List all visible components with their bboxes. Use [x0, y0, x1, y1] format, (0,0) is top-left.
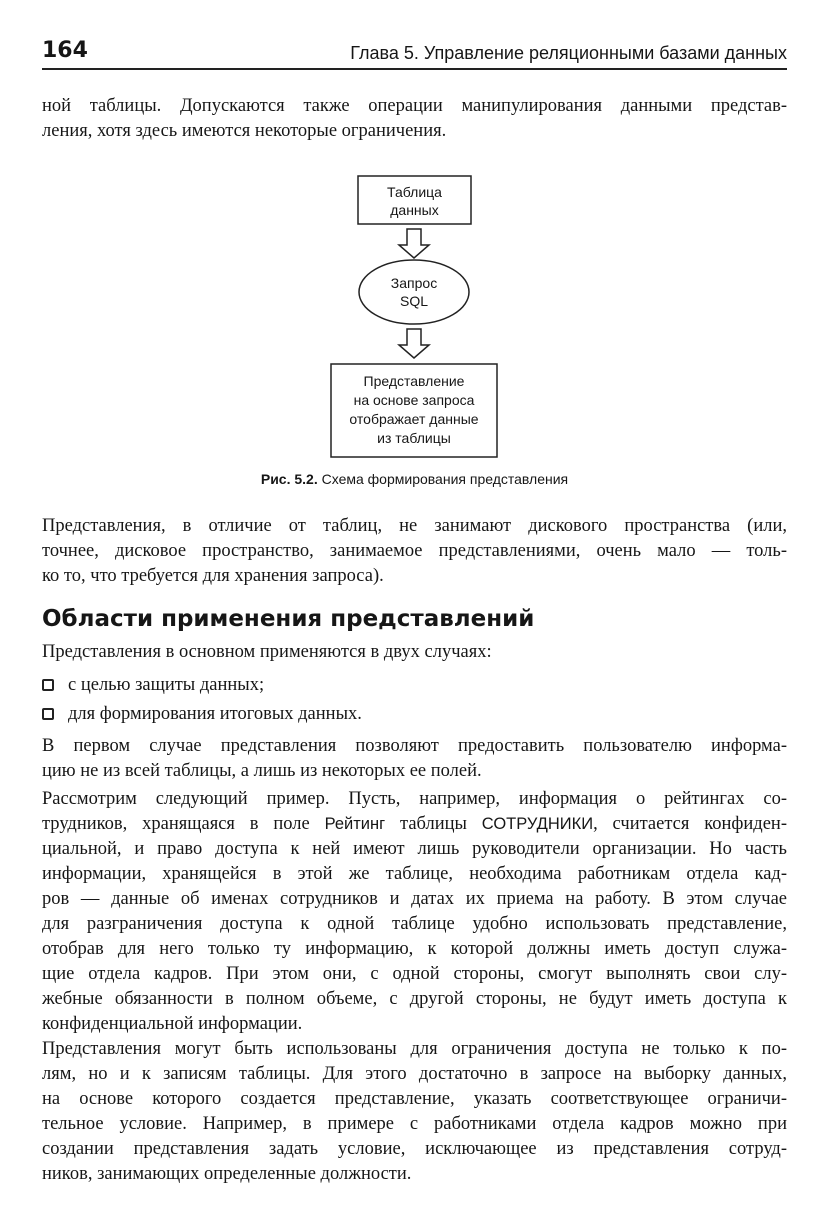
text-line: ко то, что требуется для хранения запроса).: [42, 566, 384, 586]
text-line: щие отдела кадров. При этом они, с одной стороны, смогут выполнять свои слу-: [42, 964, 787, 984]
down-arrow-icon: [399, 329, 429, 358]
text-line: Рассмотрим следующий пример. Пусть, например, информация о рейтингах со-: [42, 789, 787, 809]
text-line: точнее, дисковое пространство, занимаемое представлениями, очень мало — толь-: [42, 541, 787, 561]
sql-query-ellipse: [359, 260, 469, 324]
view-box-label: из таблицы: [377, 430, 451, 446]
text-line: на основе которого создается представление, указать соответствующее ограничи-: [42, 1089, 787, 1109]
paragraph-first-case: [42, 734, 787, 784]
text-line: В первом случае представления позволяют предоставить пользователю информа-: [42, 736, 787, 756]
view-box-label: отображает данные: [349, 411, 479, 427]
text-line: тельное условие. Например, в примере с работниками отдела кадров можно при: [42, 1114, 787, 1134]
table-box-label: Таблица: [387, 184, 442, 200]
text-line: ников, занимающих определенные должности.: [42, 1164, 412, 1184]
sql-query-label: SQL: [399, 293, 429, 309]
text-line: жебные обязанности в полном объеме, с другой стороны, не будут иметь доступа к: [42, 989, 787, 1009]
text-line: трудников, хранящаяся в поле Рейтинг таблицы СОТРУДНИКИ, считается конфиден-: [42, 814, 787, 834]
paragraph-disk-space: [42, 514, 787, 589]
sql-query-label: Запрос: [390, 275, 438, 291]
figure-label: Рис. 5.2.: [260, 471, 318, 487]
chapter-title: Глава 5. Управление реляционными базами данных: [350, 43, 787, 63]
section-heading: Области применения представлений: [42, 606, 535, 632]
view-box-label: на основе запроса: [353, 392, 475, 408]
list-item: [42, 673, 264, 698]
view-formation-diagram: [0, 0, 829, 470]
page-number: 164: [42, 38, 88, 63]
figure-caption-text: Схема формирования представления: [317, 471, 569, 487]
text-line: конфиденциальной информации.: [42, 1014, 303, 1034]
checkbox-bullet-icon: [42, 708, 54, 720]
section-intro: [42, 640, 787, 665]
down-arrow-icon: [399, 229, 429, 258]
checkbox-bullet-icon: [42, 679, 54, 691]
text-line: ров — данные об именах сотрудников и датах их приема на работу. В этом случае: [42, 889, 787, 909]
paragraph-example: [42, 787, 787, 1037]
view-box-label: Представление: [363, 373, 465, 389]
list-item-text: для формирования итоговых данных.: [68, 704, 362, 724]
list-item: [42, 702, 362, 727]
paragraph-record-access: [42, 1037, 787, 1187]
text-line: отобрав для него только ту информацию, к которой должны иметь доступ служа-: [42, 939, 787, 959]
text-line: лям, но и к записям таблицы. Для этого достаточно в запросе на выборку данных,: [42, 1064, 787, 1084]
figure-caption: [0, 470, 829, 488]
field-name: Рейтинг: [324, 815, 386, 833]
text-line: ной таблицы. Допускаются также операции манипулирования данными представ-: [42, 96, 787, 116]
text-line: информации, хранящейся в этой же таблице, необходима работникам отдела кад-: [42, 864, 787, 884]
table-name: СОТРУДНИКИ: [481, 815, 594, 833]
text-line: Представления могут быть использованы для ограничения доступа не только к по-: [42, 1039, 787, 1059]
text-line: создании представления задать условие, исключающее из представления сотруд-: [42, 1139, 787, 1159]
text-line: цию не из всей таблицы, а лишь из некоторых ее полей.: [42, 761, 482, 781]
text-line: циальной, и право доступа к ней имеют лишь руководители организации. Но часть: [42, 839, 787, 859]
text-line: Представления, в отличие от таблиц, не занимают дискового пространства (или,: [42, 516, 787, 536]
table-box-label: данных: [390, 202, 439, 218]
text-line: для разграничения доступа к одной таблице удобно использовать представление,: [42, 914, 787, 934]
text-line: ления, хотя здесь имеются некоторые ограничения.: [42, 121, 447, 141]
list-item-text: с целью защиты данных;: [68, 675, 265, 695]
text-line: Представления в основном применяются в двух случаях:: [42, 642, 492, 662]
